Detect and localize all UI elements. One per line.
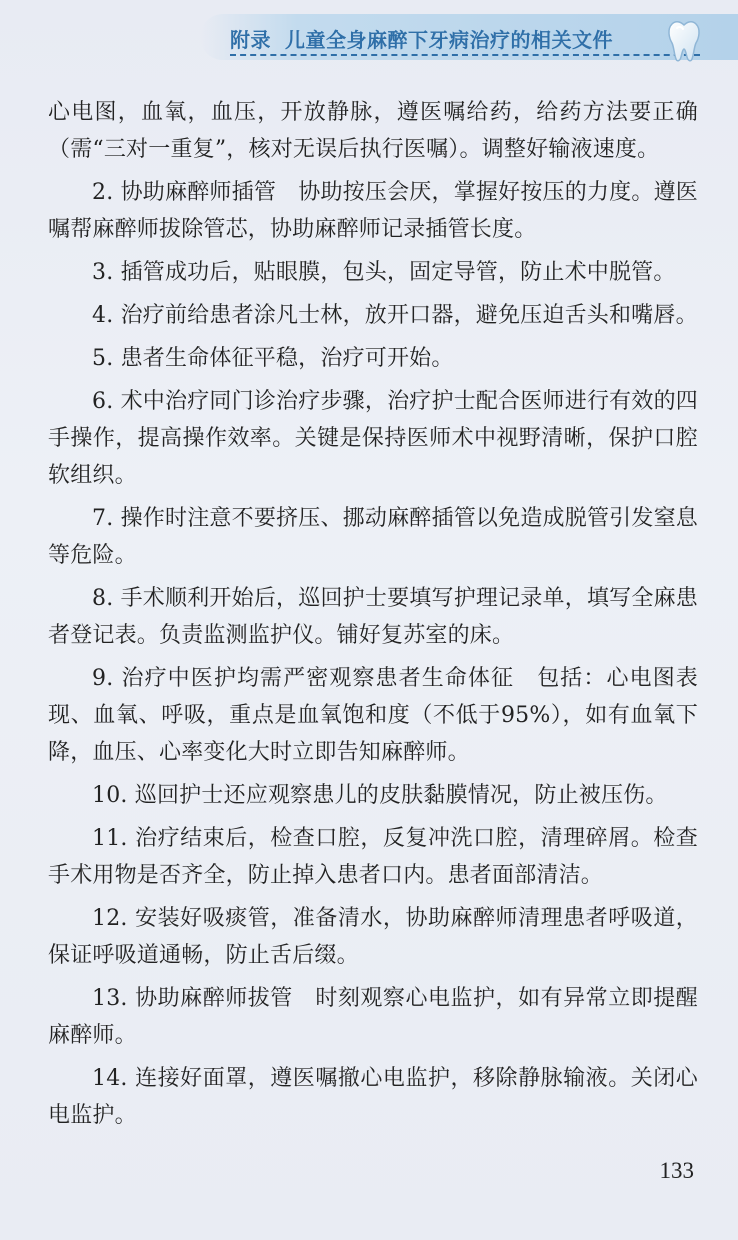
- paragraph-7: 7. 操作时注意不要挤压、挪动麻醉插管以免造成脱管引发窒息等危险。: [48, 506, 698, 568]
- paragraph-12: 12. 安装好吸痰管，准备清水，协助麻醉师清理患者呼吸道，保证呼吸道通畅，防止舌后缀。: [48, 906, 698, 968]
- paragraph-9: 9. 治疗中医护均需严密观察患者生命体征 包括：心电图表现、血氧、呼吸，重点是血氧饱和度（不低于95%），如有血氧下降，血压、心率变化大时立即告知麻醉师。: [48, 666, 698, 765]
- paragraph-11: 11. 治疗结束后，检查口腔，反复冲洗口腔，清理碎屑。检查手术用物是否齐全，防止掉入患者口内。患者面部清洁。: [48, 826, 698, 888]
- header-section: 附录: [230, 28, 271, 52]
- tooth-icon: [660, 16, 708, 64]
- header-text: [230, 24, 613, 53]
- paragraph-8: 8. 手术顺利开始后，巡回护士要填写护理记录单，填写全麻患者登记表。负责监测监护仪。铺好复苏室的床。: [48, 586, 698, 648]
- header-title: 儿童全身麻醉下牙病治疗的相关文件: [285, 28, 613, 52]
- page-number: 133: [659, 1158, 694, 1183]
- paragraph-14: 14. 连接好面罩，遵医嘱撤心电监护，移除静脉输液。关闭心电监护。: [48, 1066, 698, 1128]
- paragraph-5: 5. 患者生命体征平稳，治疗可开始。: [92, 346, 454, 371]
- paragraph-6: 6. 术中治疗同门诊治疗步骤，治疗护士配合医师进行有效的四手操作，提高操作效率。关键是保持医师术中视野清晰，保护口腔软组织。: [48, 389, 698, 488]
- paragraph-4: 4. 治疗前给患者涂凡士林，放开口器，避免压迫舌头和嘴唇。: [92, 303, 698, 328]
- paragraph-2: 2. 协助麻醉师插管 协助按压会厌，掌握好按压的力度。遵医嘱帮麻醉师拔除管芯，协助麻醉师记录插管长度。: [48, 180, 698, 242]
- header-dashed-rule: [230, 54, 700, 56]
- running-header: [200, 14, 738, 60]
- paragraph-10: 10. 巡回护士还应观察患儿的皮肤黏膜情况，防止被压伤。: [92, 783, 668, 808]
- paragraph-3: 3. 插管成功后，贴眼膜，包头，固定导管，防止术中脱管。: [92, 260, 676, 285]
- paragraph-13: 13. 协助麻醉师拔管 时刻观察心电监护，如有异常立即提醒麻醉师。: [48, 986, 698, 1048]
- paragraph-continued: 心电图，血氧，血压，开放静脉，遵医嘱给药，给药方法要正确（需“三对一重复”，核对无误后执行医嘱）。调整好输液速度。: [48, 100, 698, 162]
- body-text: [48, 94, 698, 1140]
